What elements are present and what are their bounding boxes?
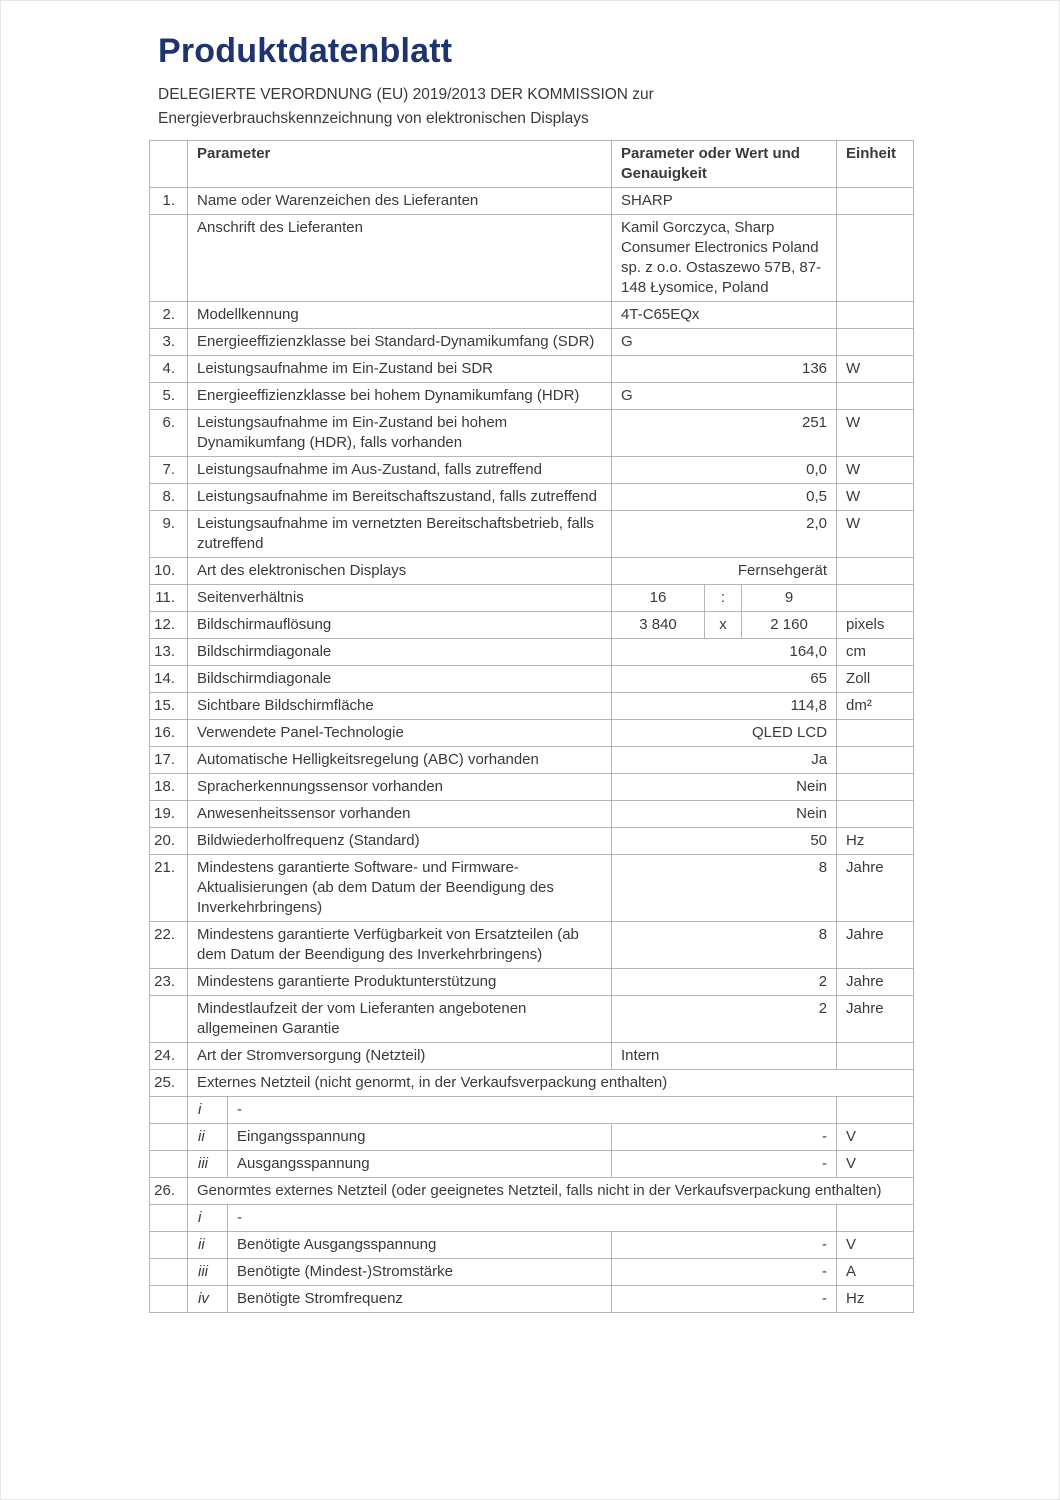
parameter-label: Eingangsspannung: [228, 1124, 612, 1151]
table-row: [150, 215, 914, 302]
parameter-value: SHARP: [612, 188, 837, 215]
table-row: [150, 383, 914, 410]
parameter-value: 0,5: [612, 484, 837, 511]
parameter-value: Intern: [612, 1043, 837, 1070]
parameter-value: -: [612, 1286, 837, 1313]
row-number: [150, 215, 188, 302]
unit-value: [837, 720, 914, 747]
datasheet-table: [149, 140, 914, 1313]
sub-row-number: ii: [188, 1232, 228, 1259]
table-row: [150, 511, 914, 558]
table-row: [150, 1178, 914, 1205]
regulation-subtitle: [149, 83, 913, 131]
unit-value: [837, 1043, 914, 1070]
unit-value: [837, 302, 914, 329]
parameter-value: 4T-C65EQx: [612, 302, 837, 329]
row-number: 2.: [150, 302, 188, 329]
row-number: 15.: [150, 693, 188, 720]
value-part-right: 2 160: [742, 612, 837, 639]
row-number: [150, 1286, 188, 1313]
table-row: [150, 1232, 914, 1259]
row-number: 9.: [150, 511, 188, 558]
parameter-label: Leistungsaufnahme im Aus-Zustand, falls zutreffend: [188, 457, 612, 484]
unit-value: V: [837, 1124, 914, 1151]
unit-value: cm: [837, 639, 914, 666]
parameter-label: Leistungsaufnahme im Bereitschaftszustand, falls zutreffend: [188, 484, 612, 511]
parameter-value: 8: [612, 922, 837, 969]
row-number: [150, 996, 188, 1043]
row-number: 25.: [150, 1070, 188, 1097]
unit-value: [837, 383, 914, 410]
table-row: [150, 302, 914, 329]
parameter-label: Bildschirmdiagonale: [188, 666, 612, 693]
parameter-value: 2,0: [612, 511, 837, 558]
value-part-left: 16: [612, 585, 705, 612]
parameter-label: -: [228, 1205, 837, 1232]
header-value: Parameter oder Wert und Genauigkeit: [612, 141, 837, 188]
unit-value: [837, 1205, 914, 1232]
parameter-label: Seitenverhältnis: [188, 585, 612, 612]
parameter-label: Anschrift des Lieferanten: [188, 215, 612, 302]
table-row: [150, 1151, 914, 1178]
parameter-value: G: [612, 383, 837, 410]
table-row: [150, 801, 914, 828]
table-row: [150, 558, 914, 585]
table-row: [150, 457, 914, 484]
parameter-label: Benötigte Stromfrequenz: [228, 1286, 612, 1313]
value-separator: :: [705, 585, 742, 612]
parameter-value: 164,0: [612, 639, 837, 666]
row-number: [150, 1124, 188, 1151]
table-row: [150, 356, 914, 383]
row-number: 24.: [150, 1043, 188, 1070]
row-number: 10.: [150, 558, 188, 585]
table-row: [150, 612, 914, 639]
parameter-label: Spracherkennungssensor vorhanden: [188, 774, 612, 801]
unit-value: [837, 329, 914, 356]
row-number: 4.: [150, 356, 188, 383]
row-number: 5.: [150, 383, 188, 410]
unit-value: Hz: [837, 828, 914, 855]
row-number: 19.: [150, 801, 188, 828]
table-row: [150, 1124, 914, 1151]
parameter-label: Art der Stromversorgung (Netzteil): [188, 1043, 612, 1070]
parameter-value: 136: [612, 356, 837, 383]
parameter-value: 8: [612, 855, 837, 922]
header-parameter: Parameter: [188, 141, 612, 188]
unit-value: W: [837, 511, 914, 558]
parameter-label: Bildschirmauflösung: [188, 612, 612, 639]
row-number: [150, 1232, 188, 1259]
table-row: [150, 1205, 914, 1232]
parameter-value: G: [612, 329, 837, 356]
subtitle-line-2: Energieverbrauchskennzeichnung von elektronischen Displays: [158, 110, 589, 127]
sub-row-number: ii: [188, 1124, 228, 1151]
row-number: 16.: [150, 720, 188, 747]
table-row: [150, 666, 914, 693]
table-row: [150, 484, 914, 511]
row-number: [150, 1151, 188, 1178]
table-row: [150, 639, 914, 666]
table-row: [150, 693, 914, 720]
table-row: [150, 828, 914, 855]
unit-value: Jahre: [837, 855, 914, 922]
unit-value: V: [837, 1232, 914, 1259]
page-title: Produktdatenblatt: [158, 32, 453, 70]
parameter-label: Mindestens garantierte Software- und Firmware-Aktualisierungen (ab dem Datum der Beendigung des Inverkehrbringens): [188, 855, 612, 922]
sub-row-number: iii: [188, 1151, 228, 1178]
unit-value: [837, 1097, 914, 1124]
parameter-value: 0,0: [612, 457, 837, 484]
parameter-value: Nein: [612, 774, 837, 801]
parameter-label: Automatische Helligkeitsregelung (ABC) vorhanden: [188, 747, 612, 774]
parameter-value: QLED LCD: [612, 720, 837, 747]
row-number: 12.: [150, 612, 188, 639]
table-row: [150, 329, 914, 356]
row-number: [150, 1205, 188, 1232]
row-number: 1.: [150, 188, 188, 215]
parameter-label: Bildwiederholfrequenz (Standard): [188, 828, 612, 855]
header-number-cell: [150, 141, 188, 188]
row-number: 23.: [150, 969, 188, 996]
sub-row-number: iii: [188, 1259, 228, 1286]
parameter-label: Modellkennung: [188, 302, 612, 329]
row-number: 7.: [150, 457, 188, 484]
parameter-value: 114,8: [612, 693, 837, 720]
row-number: 21.: [150, 855, 188, 922]
parameter-value: 251: [612, 410, 837, 457]
unit-value: [837, 558, 914, 585]
parameter-value: Ja: [612, 747, 837, 774]
parameter-value: -: [612, 1259, 837, 1286]
table-header-row: [150, 141, 914, 188]
row-number: 14.: [150, 666, 188, 693]
parameter-label: Ausgangsspannung: [228, 1151, 612, 1178]
parameter-label: Anwesenheitssensor vorhanden: [188, 801, 612, 828]
parameter-value: Fernsehgerät: [612, 558, 837, 585]
unit-value: pixels: [837, 612, 914, 639]
parameter-label: Art des elektronischen Displays: [188, 558, 612, 585]
row-number: 11.: [150, 585, 188, 612]
parameter-value: 50: [612, 828, 837, 855]
unit-value: V: [837, 1151, 914, 1178]
parameter-label: Benötigte (Mindest-)Stromstärke: [228, 1259, 612, 1286]
unit-value: W: [837, 356, 914, 383]
table-row: [150, 1259, 914, 1286]
parameter-label: Mindestens garantierte Verfügbarkeit von Ersatzteilen (ab dem Datum der Beendigung des Inverkehrbringens): [188, 922, 612, 969]
parameter-value: -: [612, 1232, 837, 1259]
unit-value: W: [837, 410, 914, 457]
parameter-label: Leistungsaufnahme im Ein-Zustand bei SDR: [188, 356, 612, 383]
table-row: [150, 720, 914, 747]
subtitle-line-1: DELEGIERTE VERORDNUNG (EU) 2019/2013 DER KOMMISSION zur: [158, 86, 654, 103]
row-number: 20.: [150, 828, 188, 855]
table-row: [150, 188, 914, 215]
value-part-left: 3 840: [612, 612, 705, 639]
unit-value: A: [837, 1259, 914, 1286]
table-row: [150, 585, 914, 612]
section-label: Externes Netzteil (nicht genormt, in der Verkaufsverpackung enthalten): [188, 1070, 914, 1097]
parameter-value: 2: [612, 996, 837, 1043]
row-number: [150, 1097, 188, 1124]
parameter-value: -: [612, 1124, 837, 1151]
datasheet-body: [150, 188, 914, 1313]
section-label: Genormtes externes Netzteil (oder geeignetes Netzteil, falls nicht in der Verkaufsverpackung enthalten): [188, 1178, 914, 1205]
parameter-label: Leistungsaufnahme im Ein-Zustand bei hohem Dynamikumfang (HDR), falls vorhanden: [188, 410, 612, 457]
unit-value: W: [837, 457, 914, 484]
parameter-value: 2: [612, 969, 837, 996]
table-row: [150, 1286, 914, 1313]
table-row: [150, 855, 914, 922]
parameter-label: Sichtbare Bildschirmfläche: [188, 693, 612, 720]
parameter-label: Bildschirmdiagonale: [188, 639, 612, 666]
parameter-value: -: [612, 1151, 837, 1178]
row-number: 17.: [150, 747, 188, 774]
parameter-label: Benötigte Ausgangsspannung: [228, 1232, 612, 1259]
unit-value: [837, 801, 914, 828]
value-part-right: 9: [742, 585, 837, 612]
row-number: [150, 1259, 188, 1286]
unit-value: Jahre: [837, 922, 914, 969]
row-number: 6.: [150, 410, 188, 457]
header-unit: Einheit: [837, 141, 914, 188]
unit-value: [837, 188, 914, 215]
sub-row-number: iv: [188, 1286, 228, 1313]
parameter-label: Energieeffizienzklasse bei Standard-Dynamikumfang (SDR): [188, 329, 612, 356]
unit-value: [837, 774, 914, 801]
unit-value: Jahre: [837, 969, 914, 996]
table-row: [150, 774, 914, 801]
table-row: [150, 969, 914, 996]
table-row: [150, 1097, 914, 1124]
parameter-label: -: [228, 1097, 837, 1124]
table-row: [150, 1070, 914, 1097]
unit-value: W: [837, 484, 914, 511]
unit-value: [837, 215, 914, 302]
row-number: 18.: [150, 774, 188, 801]
table-row: [150, 996, 914, 1043]
table-row: [150, 1043, 914, 1070]
parameter-label: Mindestens garantierte Produktunterstützung: [188, 969, 612, 996]
parameter-label: Leistungsaufnahme im vernetzten Bereitschaftsbetrieb, falls zutreffend: [188, 511, 612, 558]
unit-value: [837, 747, 914, 774]
unit-value: Jahre: [837, 996, 914, 1043]
sub-row-number: i: [188, 1097, 228, 1124]
parameter-label: Energieeffizienzklasse bei hohem Dynamikumfang (HDR): [188, 383, 612, 410]
content-area: [149, 1, 913, 1313]
row-number: 8.: [150, 484, 188, 511]
value-separator: x: [705, 612, 742, 639]
table-row: [150, 410, 914, 457]
table-row: [150, 922, 914, 969]
row-number: 3.: [150, 329, 188, 356]
parameter-value: Nein: [612, 801, 837, 828]
parameter-label: Verwendete Panel-Technologie: [188, 720, 612, 747]
parameter-value: Kamil Gorczyca, Sharp Consumer Electronics Poland sp. z o.o. Ostaszewo 57B, 87-148 Łysomice, Poland: [612, 215, 837, 302]
unit-value: [837, 585, 914, 612]
unit-value: dm²: [837, 693, 914, 720]
parameter-label: Mindestlaufzeit der vom Lieferanten angebotenen allgemeinen Garantie: [188, 996, 612, 1043]
parameter-value: 65: [612, 666, 837, 693]
unit-value: Zoll: [837, 666, 914, 693]
row-number: 13.: [150, 639, 188, 666]
parameter-label: Name oder Warenzeichen des Lieferanten: [188, 188, 612, 215]
sub-row-number: i: [188, 1205, 228, 1232]
row-number: 26.: [150, 1178, 188, 1205]
row-number: 22.: [150, 922, 188, 969]
table-row: [150, 747, 914, 774]
unit-value: Hz: [837, 1286, 914, 1313]
